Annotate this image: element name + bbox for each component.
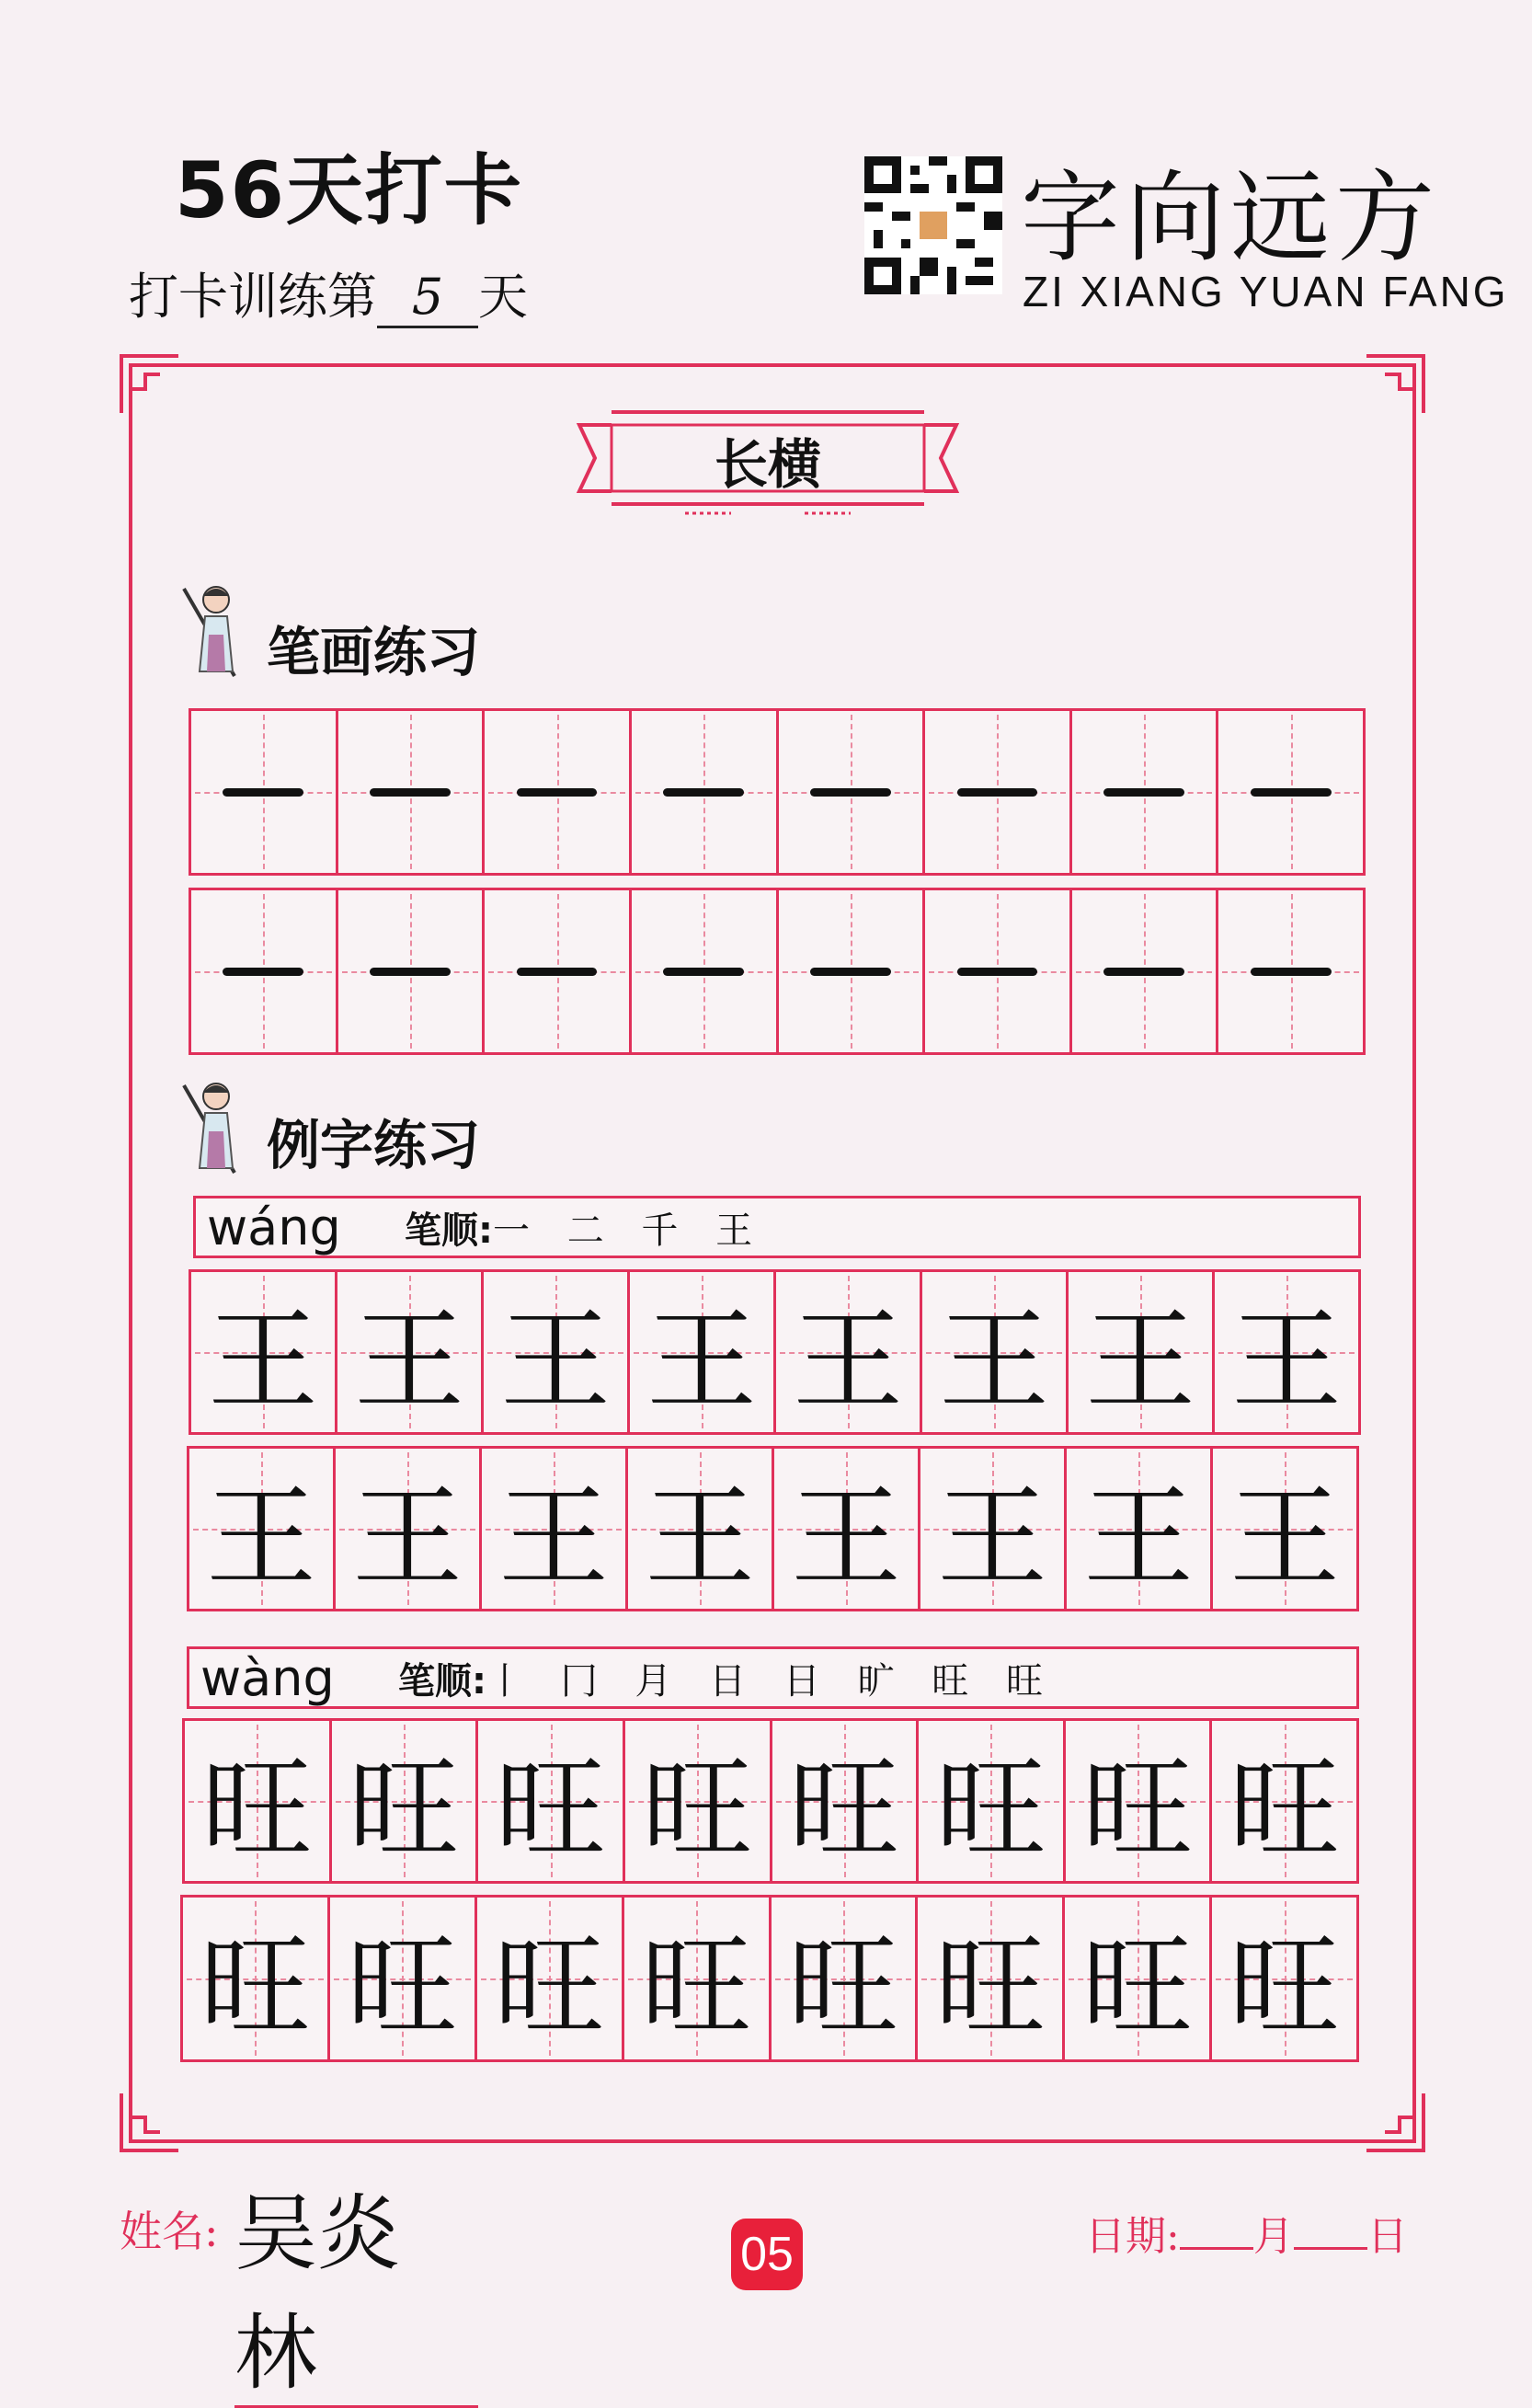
- practice-char: 旺: [201, 1747, 313, 1875]
- practice-char: 王: [206, 1474, 316, 1602]
- char-practice-row: [180, 1895, 1359, 2062]
- practice-char: 王: [352, 1474, 463, 1602]
- practice-char: 旺: [641, 1924, 752, 2052]
- practice-char: 旺: [1229, 1747, 1340, 1875]
- checkin-prefix: 打卡训练第: [129, 268, 377, 326]
- practice-cell: [477, 1898, 624, 2059]
- checkin-line: [129, 258, 528, 328]
- horizontal-stroke: [370, 968, 451, 976]
- stroke-order: 丨 冂 月 日 日 旷 旺 旺: [486, 1659, 1057, 1703]
- practice-char: 王: [208, 1298, 318, 1426]
- practice-cell: [189, 1449, 336, 1609]
- char-practice-row: [189, 1269, 1361, 1435]
- lesson-title: 长横: [714, 433, 821, 496]
- practice-cell: [1072, 711, 1219, 873]
- practice-char: 王: [646, 1298, 757, 1426]
- practice-cell: [1218, 890, 1363, 1052]
- practice-char: 王: [791, 1474, 901, 1602]
- practice-cell: [185, 1721, 332, 1881]
- practice-cell: [922, 1272, 1069, 1432]
- date-label: 日期:: [1085, 2213, 1180, 2260]
- corner-ornament-icon: [118, 2090, 182, 2154]
- practice-cell: [1066, 1721, 1213, 1881]
- char-practice-row: [182, 1718, 1359, 1884]
- horizontal-stroke: [663, 968, 744, 976]
- page-title: 56天打卡: [175, 145, 523, 235]
- practice-char: 旺: [348, 1747, 459, 1875]
- horizontal-stroke: [370, 788, 451, 797]
- practice-cell: [1212, 1721, 1356, 1881]
- corner-ornament-icon: [1363, 2090, 1427, 2154]
- practice-cell: [779, 711, 926, 873]
- day-blank[interactable]: [1294, 2247, 1367, 2250]
- practice-cell: [630, 1272, 776, 1432]
- practice-cell: [632, 890, 779, 1052]
- stroke-order-label: 笔顺:: [398, 1659, 486, 1703]
- horizontal-stroke: [223, 788, 303, 797]
- practice-cell: [776, 1272, 922, 1432]
- practice-char: 王: [354, 1298, 464, 1426]
- stroke-practice-row: [189, 888, 1366, 1055]
- stroke-order: 一 二 千 王: [493, 1209, 766, 1252]
- practice-cell: [183, 1898, 330, 2059]
- char-info-row: [193, 1196, 1361, 1258]
- practice-char: 旺: [1081, 1924, 1193, 2052]
- horizontal-stroke: [223, 968, 303, 976]
- horizontal-stroke: [957, 968, 1038, 976]
- practice-char: 王: [1083, 1474, 1194, 1602]
- practice-cell: [1072, 890, 1219, 1052]
- practice-cell: [478, 1721, 625, 1881]
- practice-char: 旺: [787, 1924, 898, 2052]
- practice-cell: [779, 890, 926, 1052]
- practice-cell: [772, 1721, 920, 1881]
- practice-cell: [772, 1898, 919, 2059]
- practice-char: 旺: [1229, 1924, 1340, 2052]
- month-label: 月: [1252, 2213, 1294, 2260]
- practice-char: 王: [645, 1474, 755, 1602]
- practice-cell: [920, 1449, 1067, 1609]
- pinyin: wàng: [200, 1648, 335, 1707]
- practice-cell: [1065, 1898, 1212, 2059]
- checkin-suffix: 天: [478, 268, 528, 326]
- horizontal-stroke: [517, 788, 598, 797]
- page-number-badge: 05: [731, 2219, 803, 2290]
- qr-code-icon: [864, 156, 1002, 294]
- practice-cell: [337, 1272, 484, 1432]
- practice-char: 旺: [934, 1924, 1046, 2052]
- practice-cell: [1213, 1449, 1356, 1609]
- practice-char: 王: [498, 1474, 609, 1602]
- char-info-row: [187, 1646, 1359, 1709]
- horizontal-stroke: [957, 788, 1038, 797]
- corner-ornament-icon: [1363, 352, 1427, 417]
- horizontal-stroke: [810, 968, 891, 976]
- practice-cell: [925, 890, 1072, 1052]
- horizontal-stroke: [1103, 968, 1184, 976]
- example-practice-heading: 例字练习: [267, 1114, 481, 1176]
- practice-char: 王: [793, 1298, 903, 1426]
- checkin-day: 5: [377, 268, 478, 328]
- name-label: 姓名:: [120, 2207, 219, 2256]
- practice-cell: [330, 1898, 477, 2059]
- date-field[interactable]: [1085, 2203, 1408, 2262]
- practice-cell: [628, 1449, 774, 1609]
- practice-char: 王: [1085, 1298, 1195, 1426]
- calligrapher-figure-icon: [179, 1076, 244, 1177]
- practice-cell: [925, 711, 1072, 873]
- name-field[interactable]: 吴炎林: [234, 2166, 478, 2408]
- practice-cell: [485, 711, 632, 873]
- pinyin: wáng: [207, 1198, 341, 1256]
- corner-ornament-icon: [118, 352, 182, 417]
- horizontal-stroke: [810, 788, 891, 797]
- practice-char: 旺: [200, 1924, 311, 2052]
- practice-cell: [1215, 1272, 1358, 1432]
- practice-cell: [482, 1449, 628, 1609]
- char-practice-row: [187, 1446, 1359, 1611]
- calligrapher-figure-icon: [179, 579, 244, 681]
- practice-char: 旺: [347, 1924, 458, 2052]
- practice-cell: [336, 1449, 482, 1609]
- stroke-order-label: 笔顺:: [405, 1209, 493, 1252]
- brand-logo-text: 字向远方: [1021, 161, 1441, 276]
- practice-cell: [191, 1272, 337, 1432]
- practice-cell: [338, 711, 486, 873]
- stroke-practice-heading: 笔画练习: [267, 621, 481, 683]
- brand-logo-pinyin: ZI XIANG YUAN FANG: [1023, 268, 1509, 315]
- practice-cell: [338, 890, 486, 1052]
- stroke-practice-row: [189, 708, 1366, 876]
- practice-cell: [774, 1449, 920, 1609]
- practice-char: 王: [1229, 1474, 1340, 1602]
- practice-cell: [191, 711, 338, 873]
- practice-char: 旺: [1082, 1747, 1194, 1875]
- practice-cell: [485, 890, 632, 1052]
- practice-char: 旺: [494, 1924, 605, 2052]
- practice-cell: [1212, 1898, 1356, 2059]
- practice-cell: [191, 890, 338, 1052]
- practice-cell: [1069, 1272, 1215, 1432]
- horizontal-stroke: [517, 968, 598, 976]
- day-label: 日: [1366, 2213, 1408, 2260]
- practice-char: 旺: [935, 1747, 1046, 1875]
- practice-cell: [632, 711, 779, 873]
- practice-cell: [919, 1721, 1066, 1881]
- horizontal-stroke: [663, 788, 744, 797]
- practice-char: 王: [939, 1298, 1049, 1426]
- practice-char: 王: [500, 1298, 611, 1426]
- practice-cell: [918, 1898, 1065, 2059]
- practice-cell: [625, 1721, 772, 1881]
- practice-char: 旺: [642, 1747, 753, 1875]
- practice-cell: [1218, 711, 1363, 873]
- horizontal-stroke: [1103, 788, 1184, 797]
- practice-char: 王: [937, 1474, 1047, 1602]
- practice-cell: [484, 1272, 630, 1432]
- month-blank[interactable]: [1180, 2247, 1253, 2250]
- practice-cell: [332, 1721, 479, 1881]
- practice-char: 旺: [495, 1747, 606, 1875]
- practice-cell: [624, 1898, 772, 2059]
- horizontal-stroke: [1251, 968, 1332, 976]
- horizontal-stroke: [1251, 788, 1332, 797]
- practice-cell: [1067, 1449, 1213, 1609]
- practice-char: 旺: [788, 1747, 899, 1875]
- practice-char: 王: [1231, 1298, 1342, 1426]
